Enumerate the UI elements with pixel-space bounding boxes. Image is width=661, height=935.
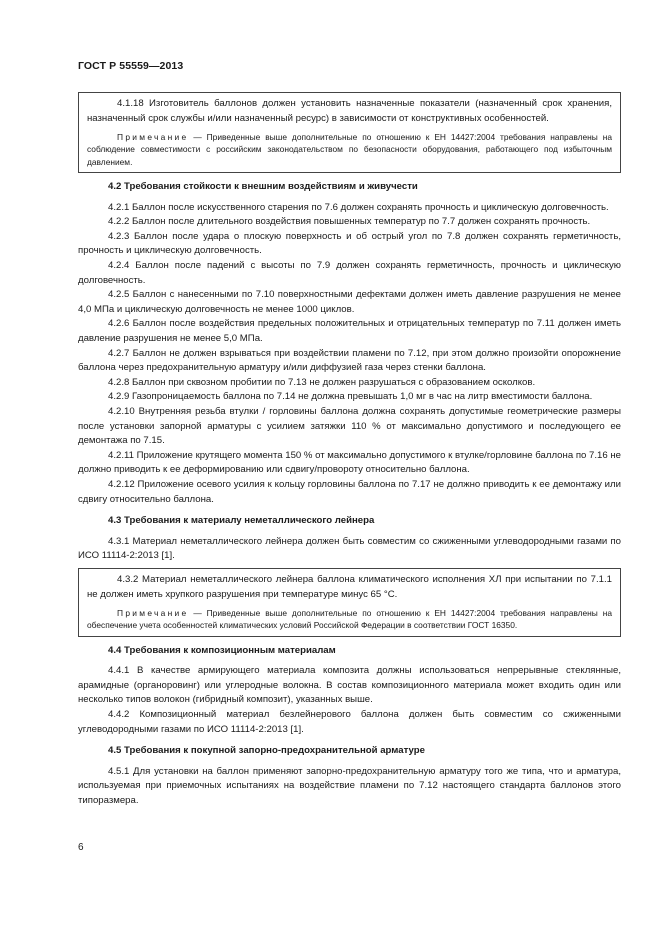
document-code-header: ГОСТ Р 55559—2013 — [78, 60, 184, 72]
clause-4-2-9: 4.2.9 Газопроницаемость баллона по 7.14 не должна превышать 1,0 мг в час на литр вместимости баллона. — [108, 391, 593, 403]
framed-clause-4-1-18 — [78, 92, 621, 173]
page-number: 6 — [78, 842, 84, 853]
clause-4-2-5: 4.2.5 Баллон с нанесенными по 7.10 поверхностными дефектами должен иметь давление разрушения не менее 4,0 МПа и циклическую долговечность не менее 1000 циклов. — [78, 289, 621, 315]
framed-clause-4-3-2 — [78, 568, 621, 637]
clause-4-2-1: 4.2.1 Баллон после искусственного старения по 7.6 должен сохранять прочность и циклическую долговечность. — [108, 201, 609, 213]
section-heading-4-4: 4.4 Требования к композиционным материалам — [108, 644, 336, 656]
section-heading-4-3: 4.3 Требования к материалу неметаллического лейнера — [108, 515, 375, 527]
note-text: — Приведенные выше дополнительные по отношению к ЕН 14427:2004 требования направлены на обеспечение учета особенностей климатических условий Российской Федерации в соответствии ГОСТ 16350. — [87, 608, 612, 631]
clause-4-2-7: 4.2.7 Баллон не должен взрываться при воздействии пламени по 7.12, при этом должно произойти опорожнение баллона через предохранительную арматуру и/или диффузией газа через стенки баллона. — [78, 347, 621, 374]
note-label: Примечание — [117, 132, 189, 143]
clause-4-2-2: 4.2.2 Баллон после длительного воздействия повышенных температур по 7.7 должен сохранять прочность. — [108, 216, 591, 228]
clause-4-2-8: 4.2.8 Баллон при сквозном пробитии по 7.13 не должен разрушаться с образованием осколков. — [108, 376, 536, 388]
note-text: — Приведенные выше дополнительные по отношению к ЕН 14427:2004 требования направлены на соблюдение совместимости с российским законодательством по безопасности оборудования, работающего под избыточным давлением. — [87, 132, 612, 167]
clause-4-3-1: 4.3.1 Материал неметаллического лейнера должен быть совместим со сжиженными углеводородными газами по ИСО 11114-2:2013 [1]. — [78, 535, 621, 562]
document-body — [78, 92, 621, 809]
clause-4-1-18: 4.1.18 Изготовитель баллонов должен установить назначенные показатели (назначенный срок хранения, назначенный срок службы и/или назначенный ресурс) в зависимости от конструктивных особенностей. — [87, 98, 612, 124]
clause-4-2-6: 4.2.6 Баллон после воздействия предельных положительных и отрицательных температур по 7.11 должен иметь давление разрушения не менее 5,0 МПа. — [78, 318, 621, 345]
section-heading-4-5: 4.5 Требования к покупной запорно-предохранительной арматуре — [108, 745, 425, 757]
clause-4-2-12: 4.2.12 Приложение осевого усилия к кольцу горловины баллона по 7.17 не должно приводить к ее демонтажу или сдвигу относительно баллона. — [78, 478, 621, 505]
clause-4-2-10: 4.2.10 Внутренняя резьба втулки / горловины баллона должна сохранять допустимые геометрические размеры после установки запорной арматуры с усилием затяжки 110 % от максимально допустимого и последующего ее демонтажа по 7.15. — [78, 405, 621, 447]
note-4-1-18 — [87, 131, 612, 168]
clause-4-2-4: 4.2.4 Баллон после падений с высоты по 7.9 должен сохранять герметичность, прочность и циклическую долговечность. — [78, 260, 621, 286]
clause-4-4-2: 4.4.2 Композиционный материал безлейнерового баллона должен быть совместим со сжиженными углеводородными газами по ИСО 11114-2:2013 [1]. — [78, 709, 621, 735]
clause-4-5-1: 4.5.1 Для установки на баллон применяют запорно-предохранительную арматуру того же типа, что и арматура, используемая при приемочных испытаниях на воздействие пламени по 7.12 настоящего стандарта баллонов этого типоразмера. — [78, 765, 621, 807]
clause-4-2-3: 4.2.3 Баллон после удара о плоскую поверхность и об острый угол по 7.8 должен сохранять герметичность, прочность и циклическую долговечность. — [78, 230, 621, 257]
note-label: Примечание — [117, 608, 189, 619]
note-4-3-2 — [87, 607, 612, 632]
clause-4-4-1: 4.4.1 В качестве армирующего материала композита должны использоваться непрерывные стеклянные, арамидные (органоровинг) или углеродные волокна. В состав композиционного материала может входить один или несколько типов волокон (гибридный композит), указанных выше. — [78, 665, 621, 706]
section-heading-4-2: 4.2 Требования стойкости к внешним воздействиям и живучести — [108, 181, 418, 193]
clause-4-2-11: 4.2.11 Приложение крутящего момента 150 % от максимально допустимого к втулке/горловине баллона по 7.16 не должно приводить к ее деформированию или сдвигу/провороту относительно баллона. — [78, 449, 621, 476]
clause-4-3-2: 4.3.2 Материал неметаллического лейнера баллона климатического исполнения ХЛ при испытании по 7.1.1 не должен иметь хрупкого разрушения при температуре минус 65 °С. — [87, 573, 612, 600]
